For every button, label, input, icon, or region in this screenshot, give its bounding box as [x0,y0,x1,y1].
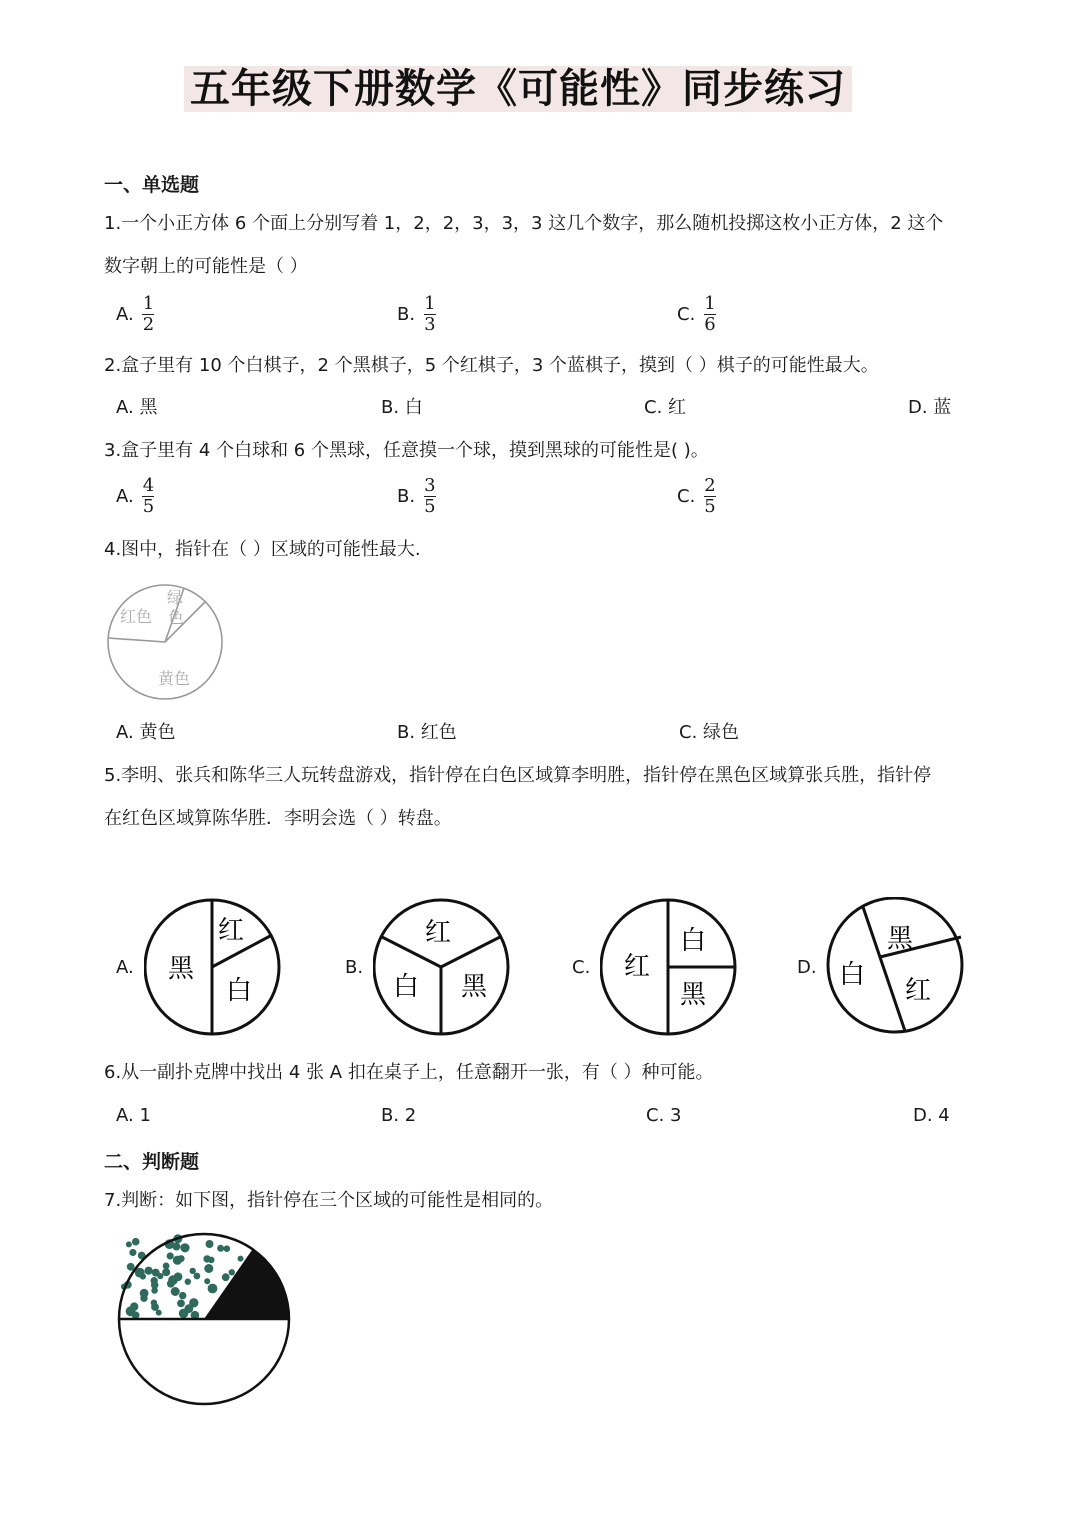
section-heading-single-choice: 一、单选题 [104,174,200,196]
option-label: B. [397,486,416,507]
q6-option-a[interactable]: A. 1 [116,1105,151,1126]
region-label-yellow: 黄色 [158,669,191,688]
region-label-green-2: 色 [168,608,185,627]
region-red: 红 [624,952,651,982]
green-dot [129,1249,136,1256]
question-6: 6.从一副扑克牌中找出 4 张 A 扣在桌子上，任意翻开一张，有（ ）种可能。 [104,1062,714,1083]
green-dot [151,1281,159,1289]
q2-option-c[interactable]: C. 红 [644,397,687,418]
option-label: C. [677,304,696,325]
q3-option-b[interactable] [397,476,437,517]
green-dot [167,1252,174,1259]
green-dot [206,1240,214,1248]
question-2: 2.盒子里有 10 个白棋子，2 个黑棋子，5 个红棋子，3 个蓝棋子，摸到（ ）棋子的可能性最大。 [104,355,879,376]
denominator: 2 [142,314,155,335]
green-dot [131,1304,137,1310]
numerator: 1 [424,293,436,314]
question-1-line-1: 1.一个小正方体 6 个面上分别写着 1，2，2，3，3，3 这几个数字，那么随机投掷这枚小正方体，2 这个 [104,213,944,234]
q6-option-d[interactable]: D. 4 [913,1105,950,1126]
question-5-line-1: 5.李明、张兵和陈华三人玩转盘游戏，指针停在白色区域算李明胜，指针停在黑色区域算张兵胜，指针停 [104,765,932,786]
q5-spinner-b[interactable] [373,897,517,1039]
q5-option-c-label[interactable]: C. [572,957,591,978]
q2-option-b[interactable]: B. 白 [381,397,423,418]
section-heading-true-false: 二、判断题 [104,1151,200,1173]
fraction [142,476,155,517]
denominator: 5 [704,496,716,517]
fraction [423,294,436,335]
fraction [703,294,716,335]
q5-option-a-label[interactable]: A. [116,957,134,978]
green-dot [190,1268,196,1274]
region-white: 白 [393,972,420,1002]
q4-option-c[interactable]: C. 绿色 [679,722,740,743]
region-white: 白 [680,926,707,956]
denominator: 5 [142,496,155,517]
numerator: 1 [704,293,716,314]
region-black: 黑 [168,954,195,984]
q4-option-b[interactable]: B. 红色 [397,722,457,743]
question-5-line-2: 在红色区域算陈华胜．李明会选（ ）转盘。 [104,808,452,829]
region-black: 黑 [680,980,707,1010]
green-dot [194,1273,201,1280]
q5-option-b-label[interactable]: B. [345,957,364,978]
region-red: 红 [905,976,932,1006]
green-dot [132,1238,140,1246]
q3-option-c[interactable] [677,476,717,517]
green-dot [177,1300,185,1308]
option-label: C. [677,486,696,507]
green-dot [204,1278,210,1284]
green-dot [178,1255,185,1262]
question-1-line-2: 数字朝上的可能性是（ ） [104,256,308,277]
numerator: 1 [142,293,155,314]
green-dot [224,1245,231,1252]
option-label: A. [116,304,134,325]
question-4: 4.图中，指针在（ ）区域的可能性最大. [104,539,421,560]
green-dot [172,1243,180,1251]
q1-option-c[interactable] [677,294,717,335]
green-dot [171,1287,180,1296]
region-black: 黑 [887,924,914,954]
green-dot [126,1241,132,1247]
q1-option-a[interactable] [116,294,155,335]
denominator: 5 [424,496,436,517]
region-label-red: 红色 [120,607,153,626]
question-3: 3.盒子里有 4 个白球和 6 个黑球，任意摸一个球，摸到黑球的可能性是( )。 [104,440,709,461]
green-dot [238,1256,244,1262]
denominator: 6 [704,314,716,335]
question-7: 7.判断：如下图，指针停在三个区域的可能性是相同的。 [104,1190,554,1211]
region-black: 黑 [461,972,488,1002]
q5-spinner-a[interactable] [144,897,288,1039]
region-red: 红 [218,916,245,946]
q2-option-a[interactable]: A. 黑 [116,397,158,418]
green-dot [185,1279,191,1285]
green-dot [203,1255,210,1262]
option-label: B. [397,304,416,325]
q1-option-b[interactable] [397,294,437,335]
region-white: 白 [839,960,866,990]
q6-option-b[interactable]: B. 2 [381,1105,417,1126]
numerator: 4 [142,475,155,496]
fraction [423,476,436,517]
q6-option-c[interactable]: C. 3 [646,1105,682,1126]
green-dot [204,1264,213,1273]
region-red: 红 [425,918,452,948]
q4-option-a[interactable]: A. 黄色 [116,722,176,743]
green-dot [156,1310,162,1316]
green-dot [222,1273,230,1281]
spinner-divider [108,638,165,642]
green-dot [151,1300,158,1307]
region-label-green-1: 绿 [167,588,184,607]
numerator: 3 [424,475,436,496]
q4-spinner-figure [100,578,230,706]
q3-option-a[interactable] [116,476,155,517]
region-white: 白 [226,976,253,1006]
green-dot [140,1289,149,1298]
green-dot [179,1292,186,1299]
fraction [703,476,716,517]
green-dot [217,1245,224,1252]
option-label: A. [116,486,134,507]
green-dot [208,1284,218,1294]
numerator: 2 [704,475,716,496]
q7-spinner-figure [112,1232,296,1416]
green-dot [174,1272,183,1281]
q5-spinner-d[interactable] [825,897,969,1039]
q5-option-d-label[interactable]: D. [797,957,817,978]
green-dot [157,1273,163,1279]
green-dot [163,1263,170,1270]
green-dot [229,1269,235,1275]
green-dot [145,1267,153,1275]
green-dot [179,1309,189,1319]
green-dot [180,1243,189,1252]
page-title: 五年级下册数学《可能性》同步练习 [184,66,852,112]
green-dot [162,1268,170,1276]
fraction [142,294,155,335]
green-dot [140,1273,146,1279]
denominator: 3 [424,314,436,335]
q2-option-d[interactable]: D. 蓝 [908,397,952,418]
q5-spinner-c[interactable] [600,897,744,1039]
